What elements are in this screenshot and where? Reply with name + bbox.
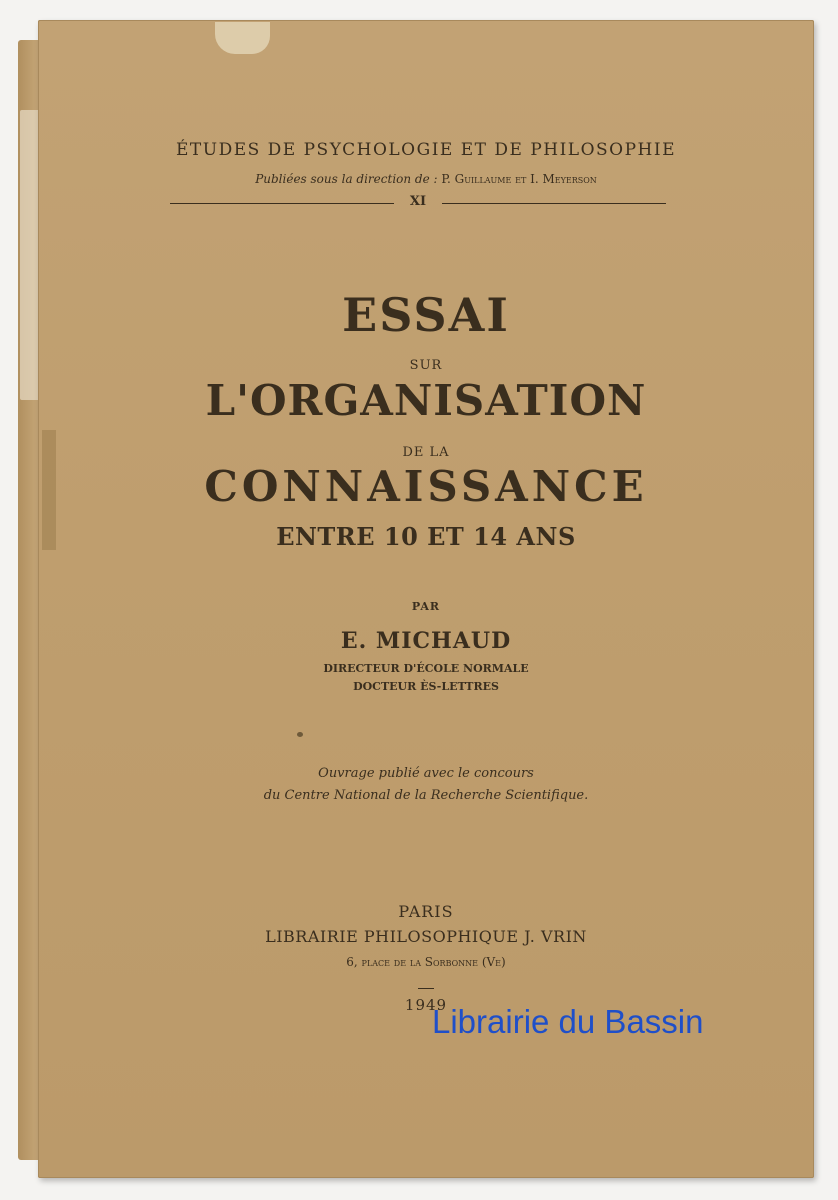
publication-note: Ouvrage publié avec le concours xyxy=(318,766,534,781)
publication-note: du Centre National de la Recherche Scientifique. xyxy=(263,788,589,803)
seller-watermark: Librairie du Bassin xyxy=(432,1003,704,1040)
author-name: E. MICHAUD xyxy=(340,628,512,654)
publisher-address: 6, place de la Sorbonne (Ve) xyxy=(346,955,506,969)
series-title: ÉTUDES DE PSYCHOLOGIE ET DE PHILOSOPHIE xyxy=(176,140,676,160)
title-connaissance: CONNAISSANCE xyxy=(204,462,648,511)
series-direction xyxy=(38,172,814,186)
publication-year: 1949 xyxy=(404,996,448,1014)
rule-right xyxy=(442,203,666,204)
direction-prefix: Publiées sous la direction de : xyxy=(255,172,438,186)
by-label: PAR xyxy=(411,600,441,613)
title-organisation: L'ORGANISATION xyxy=(205,376,647,425)
volume-number: XI xyxy=(409,194,427,209)
year-dash xyxy=(418,988,434,989)
title-sur: SUR xyxy=(409,358,443,373)
volume-rule xyxy=(170,194,666,214)
publisher-city: PARIS xyxy=(398,902,454,921)
direction-names: P. Guillaume et I. Meyerson xyxy=(441,172,597,186)
author-credential: DOCTEUR ÈS-LETTRES xyxy=(353,680,499,693)
title-de-la: DE LA xyxy=(402,445,450,460)
publisher-name: LIBRAIRIE PHILOSOPHIQUE J. VRIN xyxy=(265,927,587,946)
title-essai: ESSAI xyxy=(342,288,510,342)
title-age-range: ENTRE 10 ET 14 ANS xyxy=(276,522,576,551)
author-credential: DIRECTEUR D'ÉCOLE NORMALE xyxy=(323,662,529,675)
rule-left xyxy=(170,203,394,204)
